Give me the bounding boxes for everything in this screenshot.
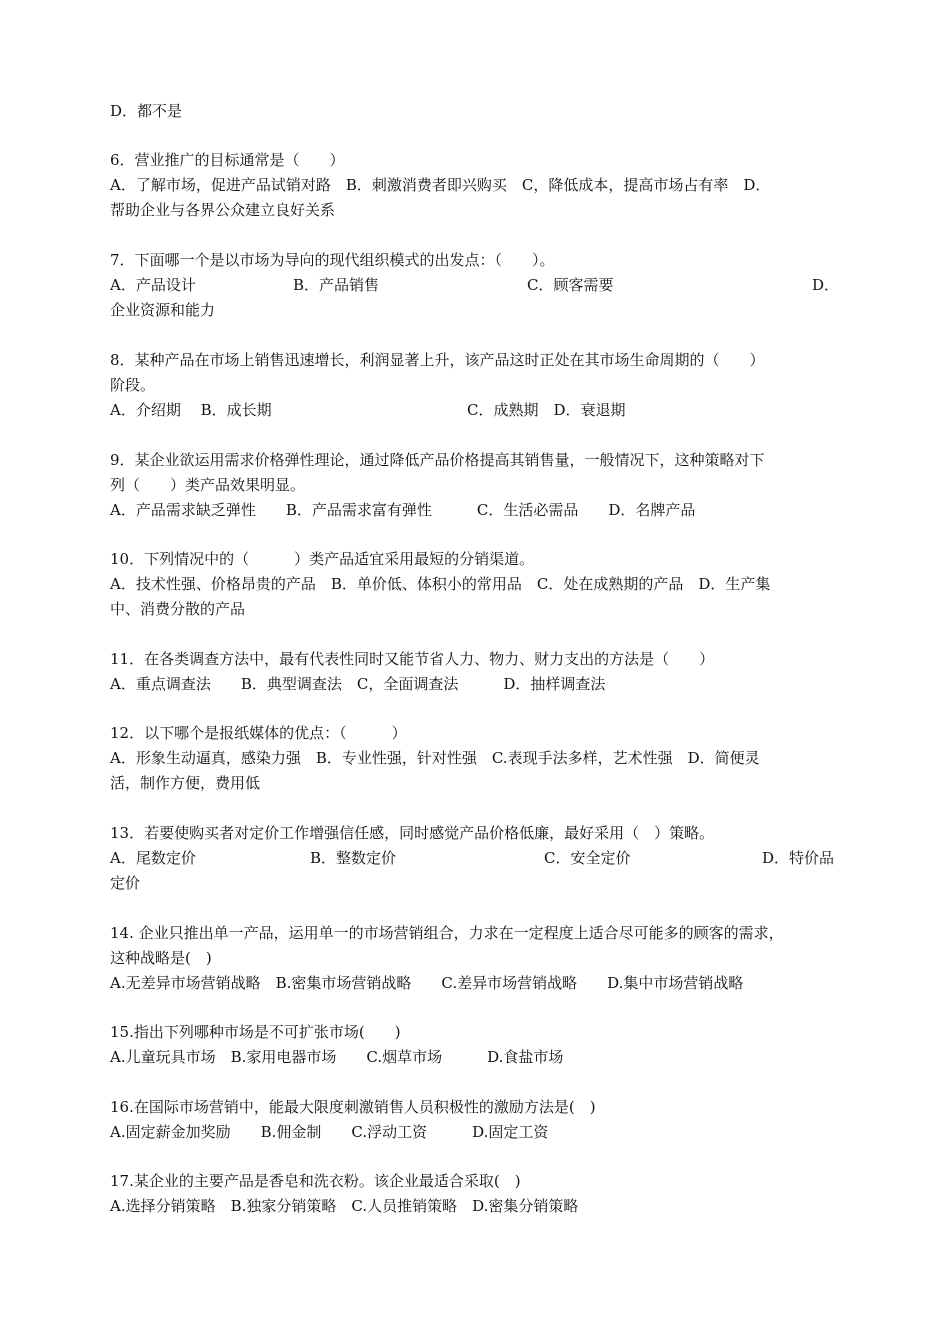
question-12-options: A．形象生动逼真，感染力强 B．专业性强，针对性强 C.表现手法多样，艺术性强 D．简便灵 [110, 749, 760, 767]
option-d: D．特价品 [762, 849, 835, 867]
question-6-options-cont: 帮助企业与各界公众建立良好关系 [110, 201, 336, 219]
option-c: C．顾客需要 [527, 276, 614, 294]
question-9-cont: 列（ ）类产品效果明显。 [110, 476, 306, 494]
question-10-options: A．技术性强、价格昂贵的产品 B．单价低、体积小的常用品 C．处在成熟期的产品 D．生产集 [110, 575, 771, 593]
option-line: D．都不是 [110, 102, 183, 120]
question-9-options: A．产品需求缺乏弹性 B．产品需求富有弹性 C．生活必需品 D．名牌产品 [110, 501, 696, 519]
question-7-options-cont: 企业资源和能力 [110, 301, 216, 319]
question-8-cont: 阶段。 [110, 376, 156, 394]
option-d: D． [812, 276, 840, 294]
question-6: 6．营业推广的目标通常是（ ） [110, 151, 345, 169]
option-b: B．整数定价 [310, 849, 397, 867]
options-ab: A．介绍期 B．成长期 [110, 401, 272, 419]
options-cd: C．成熟期 D．衰退期 [467, 401, 626, 419]
question-14-options: A.无差异市场营销战略 B.密集市场营销战略 C.差异市场营销战略 D.集中市场营销战略 [110, 974, 744, 992]
question-12: 12．以下哪个是报纸媒体的优点：（ ） [110, 724, 407, 742]
question-15: 15.指出下列哪种市场是不可扩张市场( ) [110, 1023, 401, 1041]
question-14: 14. 企业只推出单一产品，运用单一的市场营销组合，力求在一定程度上适合尽可能多的顾客的需求， [110, 924, 784, 942]
question-16: 16.在国际市场营销中，能最大限度刺激销售人员积极性的激励方法是( ) [110, 1098, 596, 1116]
question-13: 13．若要使购买者对定价工作增强信任感，同时感觉产品价格低廉，最好采用（ ）策略。 [110, 824, 715, 842]
option-c: C．安全定价 [544, 849, 631, 867]
question-12-options-cont: 活，制作方便，费用低 [110, 774, 261, 792]
question-6-options: A．了解市场，促进产品试销对路 B．刺激消费者即兴购买 C，降低成本，提高市场占有率 D． [110, 176, 771, 194]
question-11-options: A．重点调查法 B．典型调查法 C，全面调查法 D．抽样调查法 [110, 675, 606, 693]
option-a: A．尾数定价 [110, 849, 196, 867]
question-17: 17.某企业的主要产品是香皂和洗衣粉。该企业最适合采取( ) [110, 1172, 521, 1190]
question-16-options: A.固定薪金加奖励 B.佣金制 C.浮动工资 D.固定工资 [110, 1123, 549, 1141]
question-10: 10．下列情况中的（ ）类产品适宜采用最短的分销渠道。 [110, 550, 535, 568]
question-13-options-cont: 定价 [110, 874, 141, 892]
option-a: A．产品设计 [110, 276, 196, 294]
question-11: 11．在各类调查方法中，最有代表性同时又能节省人力、物力、财力支出的方法是（ ） [110, 650, 715, 668]
option-b: B．产品销售 [293, 276, 380, 294]
question-8: 8．某种产品在市场上销售迅速增长，利润显著上升，该产品这时正处在其市场生命周期的（ ） [110, 351, 765, 369]
question-15-options: A.儿童玩具市场 B.家用电器市场 C.烟草市场 D.食盐市场 [110, 1048, 564, 1066]
question-10-options-cont: 中、消费分散的产品 [110, 600, 246, 618]
question-17-options: A.选择分销策略 B.独家分销策略 C.人员推销策略 D.密集分销策略 [110, 1197, 579, 1215]
question-9: 9．某企业欲运用需求价格弹性理论，通过降低产品价格提高其销售量，一般情况下，这种策略对下 [110, 451, 765, 469]
question-7: 7．下面哪一个是以市场为导向的现代组织模式的出发点：（ ）。 [110, 251, 555, 269]
question-14-cont: 这种战略是( ) [110, 949, 212, 967]
